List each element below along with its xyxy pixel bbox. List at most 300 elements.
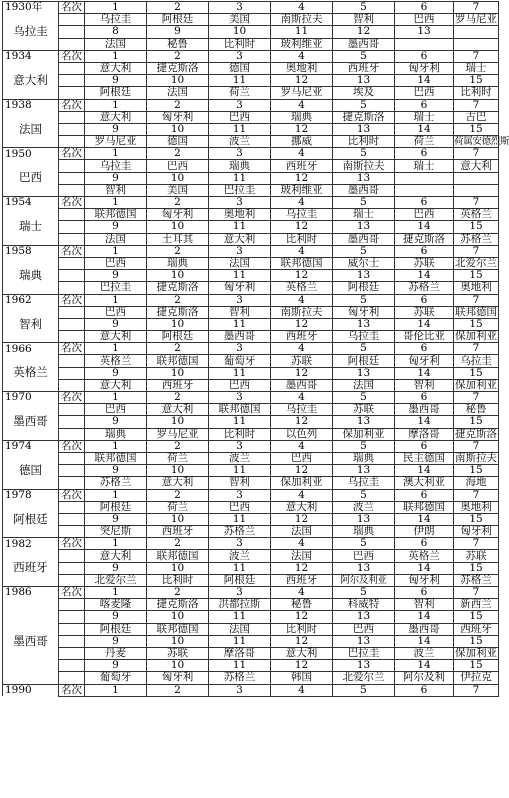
rank-number-cell: 15 bbox=[454, 123, 499, 135]
team-cell: 民主德国 bbox=[395, 452, 454, 464]
team-cell: 乌拉圭 bbox=[85, 160, 147, 172]
rank-number-cell: 14 bbox=[395, 660, 454, 672]
label-cell bbox=[59, 318, 85, 330]
team-cell: 巴西 bbox=[85, 306, 147, 318]
team-cell: 北爱尔兰 bbox=[333, 672, 395, 684]
team-cell: 比利时 bbox=[147, 574, 209, 586]
team-cell: 巴西 bbox=[209, 379, 271, 391]
rank-number-cell: 3 bbox=[209, 245, 271, 257]
rank-number-cell: 7 bbox=[454, 538, 499, 550]
team-cell: 捷克斯洛 bbox=[395, 233, 454, 245]
team-cell: 巴西 bbox=[85, 404, 147, 416]
year-cell: 1982 bbox=[3, 538, 59, 550]
rank-number-cell: 5 bbox=[333, 294, 395, 306]
rank-number-cell: 4 bbox=[271, 2, 333, 14]
team-cell: 秘鲁 bbox=[147, 38, 209, 50]
host-country-cell: 巴西 bbox=[3, 160, 59, 197]
team-cell: 联邦德国 bbox=[147, 355, 209, 367]
rank-number-cell: 7 bbox=[454, 50, 499, 62]
label-cell bbox=[59, 416, 85, 428]
team-cell: 保加利亚 bbox=[455, 378, 497, 391]
team-cell: 秘鲁 bbox=[454, 404, 499, 416]
team-cell: 摩洛哥 bbox=[209, 647, 271, 659]
rank-number-cell: 5 bbox=[333, 587, 395, 599]
rank-number-cell: 10 bbox=[147, 562, 209, 574]
team-cell: 美国 bbox=[147, 184, 209, 196]
team-cell: 巴西 bbox=[395, 209, 454, 221]
rank-number-cell: 3 bbox=[209, 99, 271, 111]
team-cell: 墨西哥 bbox=[333, 184, 395, 196]
team-cell: 智利 bbox=[395, 599, 454, 611]
team-cell: 波兰 bbox=[209, 136, 271, 148]
year-cell: 1930年 bbox=[3, 2, 59, 14]
label-cell bbox=[59, 526, 85, 538]
team-cell: 法国 bbox=[209, 623, 271, 635]
team-cell: 阿根廷 bbox=[85, 87, 147, 99]
rank-number-cell: 2 bbox=[147, 538, 209, 550]
team-cell: 巴西 bbox=[333, 550, 395, 562]
rank-number-cell: 7 bbox=[454, 489, 499, 501]
rank-number-cell: 15 bbox=[454, 270, 499, 282]
table-row-header bbox=[3, 684, 499, 696]
year-cell: 1974 bbox=[3, 440, 59, 452]
rank-number-cell: 15 bbox=[454, 75, 499, 87]
rank-number-cell: 14 bbox=[395, 562, 454, 574]
label-cell bbox=[59, 233, 85, 245]
rank-number-cell: 6 bbox=[395, 2, 454, 14]
label-cell bbox=[59, 38, 85, 50]
rank-number-cell: 3 bbox=[209, 50, 271, 62]
rank-number-cell: 13 bbox=[333, 123, 395, 135]
team-cell: 阿根廷 bbox=[85, 623, 147, 635]
team-cell bbox=[454, 184, 499, 196]
team-cell: 威尔士 bbox=[333, 257, 395, 269]
team-cell: 匈牙利 bbox=[209, 282, 271, 294]
team-cell: 法国 bbox=[85, 38, 147, 50]
label-cell bbox=[59, 184, 85, 196]
table-row-header bbox=[3, 294, 499, 306]
rank-number-cell: 6 bbox=[395, 245, 454, 257]
year-cell: 1962 bbox=[3, 294, 59, 306]
team-cell: 巴西 bbox=[333, 623, 395, 635]
rank-number-cell: 13 bbox=[333, 513, 395, 525]
rank-number-cell: 5 bbox=[333, 2, 395, 14]
rank-number-cell: 2 bbox=[147, 245, 209, 257]
team-cell: 乌拉圭 bbox=[271, 209, 333, 221]
team-cell: 突尼斯 bbox=[85, 526, 147, 538]
table-row bbox=[3, 306, 499, 318]
table-row bbox=[3, 111, 499, 123]
table-row bbox=[3, 599, 499, 611]
rank-number-cell: 15 bbox=[454, 465, 499, 477]
rank-number-cell bbox=[454, 26, 499, 38]
rank-number-cell: 13 bbox=[333, 367, 395, 379]
team-cell: 苏格兰 bbox=[209, 672, 271, 684]
rank-number-cell: 13 bbox=[333, 318, 395, 330]
team-cell: 巴西 bbox=[209, 111, 271, 123]
team-cell: 苏格兰 bbox=[454, 574, 499, 586]
label-cell bbox=[59, 513, 85, 525]
rank-number-cell: 1 bbox=[85, 684, 147, 696]
host-country-cell: 乌拉圭 bbox=[3, 14, 59, 51]
table-row bbox=[3, 160, 499, 172]
team-cell: 墨西哥 bbox=[209, 331, 271, 343]
year-cell: 1990 bbox=[3, 684, 59, 696]
team-cell: 埃及 bbox=[333, 87, 395, 99]
rank-number-cell: 9 bbox=[85, 270, 147, 282]
table-row bbox=[3, 209, 499, 221]
rank-number-cell: 3 bbox=[209, 587, 271, 599]
table-row bbox=[3, 611, 499, 623]
table-row-header bbox=[3, 538, 499, 550]
team-cell: 墨西哥 bbox=[271, 379, 333, 391]
table-row bbox=[3, 660, 499, 672]
rank-number-cell: 15 bbox=[454, 221, 499, 233]
table-row bbox=[3, 26, 499, 38]
rank-number-cell: 6 bbox=[395, 440, 454, 452]
table-row bbox=[3, 574, 499, 586]
team-cell: 新西兰 bbox=[454, 599, 499, 611]
label-cell bbox=[59, 465, 85, 477]
rank-number-cell: 5 bbox=[333, 148, 395, 160]
rank-number-cell: 1 bbox=[85, 148, 147, 160]
label-cell bbox=[59, 160, 85, 172]
team-cell: 法国 bbox=[85, 233, 147, 245]
table-row-header bbox=[3, 440, 499, 452]
table-row-header bbox=[3, 50, 499, 62]
team-cell: 波兰 bbox=[333, 501, 395, 513]
rank-number-cell: 7 bbox=[454, 2, 499, 14]
rank-number-cell: 14 bbox=[395, 123, 454, 135]
label-cell bbox=[59, 367, 85, 379]
rank-number-cell: 4 bbox=[271, 538, 333, 550]
table-row bbox=[3, 282, 499, 294]
table-row bbox=[3, 465, 499, 477]
team-cell: 瑞典 bbox=[333, 452, 395, 464]
rank-label-cell: 名次 bbox=[59, 538, 85, 550]
team-cell: 意大利 bbox=[271, 501, 333, 513]
rank-number-cell: 4 bbox=[271, 392, 333, 404]
rank-number-cell: 3 bbox=[209, 392, 271, 404]
table-row bbox=[3, 367, 499, 379]
label-cell bbox=[59, 477, 85, 489]
team-cell: 美国 bbox=[209, 14, 271, 26]
rank-number-cell: 13 bbox=[333, 635, 395, 647]
rank-number-cell: 15 bbox=[454, 611, 499, 623]
table-row bbox=[3, 452, 499, 464]
team-cell: 苏联 bbox=[395, 306, 454, 318]
team-cell bbox=[395, 184, 454, 196]
table-row-header bbox=[3, 99, 499, 111]
team-cell: 海地 bbox=[454, 477, 499, 489]
team-cell: 意大利 bbox=[147, 404, 209, 416]
label-cell bbox=[59, 87, 85, 99]
table-row-header bbox=[3, 197, 499, 209]
rank-number-cell: 11 bbox=[209, 75, 271, 87]
rank-number-cell: 10 bbox=[147, 513, 209, 525]
rank-number-cell: 3 bbox=[209, 294, 271, 306]
rank-number-cell: 2 bbox=[147, 343, 209, 355]
rank-number-cell: 7 bbox=[454, 197, 499, 209]
rank-number-cell: 7 bbox=[454, 343, 499, 355]
rank-number-cell: 12 bbox=[271, 318, 333, 330]
rank-number-cell: 5 bbox=[333, 489, 395, 501]
rank-number-cell: 12 bbox=[271, 221, 333, 233]
rank-number-cell: 13 bbox=[333, 172, 395, 184]
rank-number-cell: 10 bbox=[147, 221, 209, 233]
host-country-cell: 阿根廷 bbox=[3, 501, 59, 538]
year-cell: 1934 bbox=[3, 50, 59, 62]
rank-number-cell: 3 bbox=[209, 148, 271, 160]
rank-number-cell: 2 bbox=[147, 489, 209, 501]
team-cell: 瑞典 bbox=[147, 257, 209, 269]
rank-number-cell: 1 bbox=[85, 2, 147, 14]
rank-number-cell: 3 bbox=[209, 489, 271, 501]
rank-label-cell: 名次 bbox=[59, 440, 85, 452]
team-cell: 巴西 bbox=[209, 501, 271, 513]
table-row bbox=[3, 318, 499, 330]
year-cell: 1978 bbox=[3, 489, 59, 501]
rank-number-cell: 3 bbox=[209, 197, 271, 209]
team-cell: 瑞士 bbox=[395, 160, 454, 172]
rank-number-cell: 13 bbox=[333, 270, 395, 282]
team-cell: 保加利亚 bbox=[333, 428, 395, 440]
label-cell bbox=[59, 379, 85, 391]
team-cell: 联邦德国 bbox=[85, 209, 147, 221]
rank-number-cell: 1 bbox=[85, 197, 147, 209]
label-cell bbox=[59, 428, 85, 440]
table-row bbox=[3, 477, 499, 489]
team-cell: 瑞典 bbox=[209, 160, 271, 172]
label-cell bbox=[59, 123, 85, 135]
rank-number-cell: 12 bbox=[271, 465, 333, 477]
rank-label-cell: 名次 bbox=[59, 587, 85, 599]
team-cell: 摩洛哥 bbox=[395, 428, 454, 440]
team-cell: 匈牙利 bbox=[147, 209, 209, 221]
rank-number-cell bbox=[454, 172, 499, 184]
label-cell bbox=[59, 221, 85, 233]
team-cell: 韩国 bbox=[271, 672, 333, 684]
rank-number-cell: 1 bbox=[85, 245, 147, 257]
table-row bbox=[3, 14, 499, 26]
team-cell: 奥地利 bbox=[454, 282, 499, 294]
rank-number-cell: 14 bbox=[395, 318, 454, 330]
label-cell bbox=[59, 599, 85, 611]
table-row-header bbox=[3, 245, 499, 257]
team-cell: 捷克斯洛 bbox=[147, 306, 209, 318]
team-cell: 苏联 bbox=[395, 257, 454, 269]
rank-number-cell: 7 bbox=[454, 440, 499, 452]
label-cell bbox=[59, 672, 85, 684]
rank-number-cell: 4 bbox=[271, 343, 333, 355]
team-cell: 乌拉圭 bbox=[333, 477, 395, 489]
rank-number-cell: 4 bbox=[271, 245, 333, 257]
rank-number-cell: 11 bbox=[209, 318, 271, 330]
rank-number-cell: 3 bbox=[209, 440, 271, 452]
team-cell: 奥地利 bbox=[209, 209, 271, 221]
team-cell: 荷兰 bbox=[209, 87, 271, 99]
rank-number-cell: 2 bbox=[147, 99, 209, 111]
table-row-header bbox=[3, 148, 499, 160]
team-cell: 意大利 bbox=[85, 111, 147, 123]
rank-number-cell: 9 bbox=[85, 367, 147, 379]
table-row bbox=[3, 562, 499, 574]
team-cell: 巴西 bbox=[395, 14, 454, 26]
rank-number-cell: 1 bbox=[85, 489, 147, 501]
rank-label-cell: 名次 bbox=[59, 148, 85, 160]
team-cell: 联邦德国 bbox=[209, 404, 271, 416]
rank-number-cell: 10 bbox=[147, 635, 209, 647]
rank-number-cell: 4 bbox=[271, 50, 333, 62]
team-cell: 匈牙利 bbox=[395, 574, 454, 586]
year-cell: 1938 bbox=[3, 99, 59, 111]
rank-number-cell: 13 bbox=[333, 221, 395, 233]
rank-number-cell: 12 bbox=[271, 123, 333, 135]
rank-number-cell: 10 bbox=[147, 172, 209, 184]
rank-number-cell: 14 bbox=[395, 270, 454, 282]
label-cell bbox=[59, 550, 85, 562]
team-cell: 西班牙 bbox=[147, 526, 209, 538]
world-cup-ranking-table bbox=[2, 1, 509, 697]
team-cell: 匈牙利 bbox=[147, 111, 209, 123]
table-row bbox=[3, 623, 499, 635]
rank-number-cell: 10 bbox=[147, 465, 209, 477]
team-cell: 匈牙利 bbox=[147, 672, 209, 684]
rank-number-cell: 14 bbox=[395, 416, 454, 428]
team-cell: 乌拉圭 bbox=[271, 404, 333, 416]
table-row bbox=[3, 501, 499, 513]
team-cell: 意大利 bbox=[454, 160, 499, 172]
team-cell: 法国 bbox=[209, 257, 271, 269]
team-cell: 德国 bbox=[209, 62, 271, 74]
rank-number-cell: 1 bbox=[85, 294, 147, 306]
team-cell: 丹麦 bbox=[85, 647, 147, 659]
rank-number-cell: 1 bbox=[85, 343, 147, 355]
label-cell bbox=[59, 62, 85, 74]
rank-number-cell: 6 bbox=[395, 294, 454, 306]
table-row bbox=[3, 221, 499, 233]
rank-number-cell: 1 bbox=[85, 587, 147, 599]
team-cell: 哥伦比亚 bbox=[395, 331, 454, 343]
team-cell: 罗马尼亚 bbox=[147, 428, 209, 440]
rank-number-cell: 10 bbox=[147, 660, 209, 672]
label-cell bbox=[59, 331, 85, 343]
host-country-cell: 瑞典 bbox=[3, 257, 59, 294]
rank-number-cell: 11 bbox=[209, 172, 271, 184]
rank-label-cell: 名次 bbox=[59, 489, 85, 501]
rank-number-cell: 4 bbox=[271, 489, 333, 501]
label-cell bbox=[59, 501, 85, 513]
team-cell: 匈牙利 bbox=[454, 526, 499, 538]
rank-number-cell: 11 bbox=[209, 221, 271, 233]
rank-number-cell: 6 bbox=[395, 343, 454, 355]
rank-number-cell: 11 bbox=[209, 123, 271, 135]
table-row-header bbox=[3, 2, 499, 14]
rank-number-cell: 3 bbox=[209, 2, 271, 14]
table-row bbox=[3, 38, 499, 50]
rank-number-cell: 15 bbox=[454, 367, 499, 379]
team-cell: 挪威 bbox=[271, 136, 333, 148]
team-cell: 乌拉圭 bbox=[454, 355, 499, 367]
rank-number-cell: 10 bbox=[147, 611, 209, 623]
rank-label-cell: 名次 bbox=[59, 50, 85, 62]
team-cell: 荷兰 bbox=[147, 452, 209, 464]
team-cell: 英格兰 bbox=[395, 550, 454, 562]
rank-number-cell: 2 bbox=[147, 684, 209, 696]
rank-number-cell: 10 bbox=[147, 75, 209, 87]
team-cell: 苏格兰 bbox=[395, 282, 454, 294]
team-cell: 捷克斯洛 bbox=[333, 111, 395, 123]
team-cell: 法国 bbox=[333, 379, 395, 391]
team-cell: 西班牙 bbox=[333, 62, 395, 74]
rank-number-cell: 9 bbox=[147, 26, 209, 38]
table-row bbox=[3, 62, 499, 74]
rank-number-cell: 4 bbox=[271, 197, 333, 209]
host-country-cell: 西班牙 bbox=[3, 550, 59, 587]
rank-label-cell: 名次 bbox=[59, 684, 85, 696]
team-cell: 瑞典 bbox=[271, 111, 333, 123]
table-row bbox=[3, 635, 499, 647]
rank-number-cell: 2 bbox=[147, 587, 209, 599]
rank-number-cell: 11 bbox=[209, 660, 271, 672]
rank-number-cell: 13 bbox=[395, 26, 454, 38]
label-cell bbox=[59, 635, 85, 647]
rank-number-cell: 12 bbox=[271, 75, 333, 87]
table-row bbox=[3, 184, 499, 196]
team-cell: 联邦德国 bbox=[395, 501, 454, 513]
team-cell: 匈牙利 bbox=[395, 355, 454, 367]
year-cell: 1950 bbox=[3, 148, 59, 160]
label-cell bbox=[59, 660, 85, 672]
rank-number-cell: 5 bbox=[333, 197, 395, 209]
team-cell: 巴拉圭 bbox=[85, 282, 147, 294]
team-cell: 英格兰 bbox=[271, 282, 333, 294]
rank-number-cell: 12 bbox=[271, 611, 333, 623]
team-cell: 捷克斯洛 bbox=[147, 599, 209, 611]
team-cell: 意大利 bbox=[85, 62, 147, 74]
rank-number-cell: 2 bbox=[147, 148, 209, 160]
team-cell: 阿根廷 bbox=[333, 282, 395, 294]
rank-number-cell: 9 bbox=[85, 123, 147, 135]
team-cell: 保加利亚 bbox=[455, 647, 497, 660]
rank-number-cell: 4 bbox=[271, 587, 333, 599]
label-cell bbox=[59, 270, 85, 282]
team-cell: 瑞士 bbox=[333, 209, 395, 221]
host-country-cell: 墨西哥 bbox=[3, 599, 59, 684]
rank-number-cell: 7 bbox=[454, 245, 499, 257]
table-row bbox=[3, 404, 499, 416]
rank-number-cell: 7 bbox=[454, 392, 499, 404]
rank-number-cell: 9 bbox=[85, 318, 147, 330]
table-row bbox=[3, 428, 499, 440]
rank-number-cell: 7 bbox=[454, 99, 499, 111]
team-cell: 阿尔及利 bbox=[395, 672, 454, 684]
team-cell: 荷兰 bbox=[147, 501, 209, 513]
table-row bbox=[3, 379, 499, 391]
table-row bbox=[3, 123, 499, 135]
team-cell: 法国 bbox=[271, 550, 333, 562]
rank-number-cell: 5 bbox=[333, 99, 395, 111]
rank-number-cell: 6 bbox=[395, 197, 454, 209]
rank-number-cell: 9 bbox=[85, 660, 147, 672]
team-cell: 瑞士 bbox=[395, 111, 454, 123]
team-cell: 意大利 bbox=[85, 331, 147, 343]
team-cell: 瑞士 bbox=[454, 62, 499, 74]
label-cell bbox=[59, 574, 85, 586]
rank-number-cell: 15 bbox=[454, 513, 499, 525]
rank-number-cell: 1 bbox=[85, 538, 147, 550]
table-row bbox=[3, 331, 499, 343]
